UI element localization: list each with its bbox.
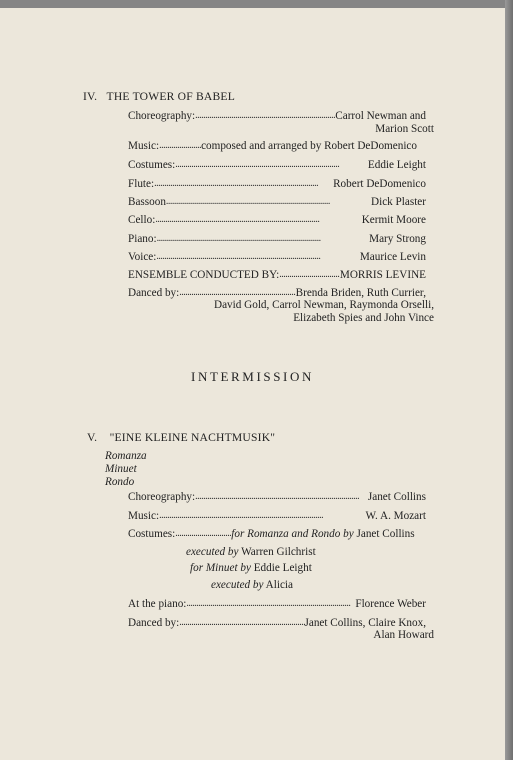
section-iv-heading: [83, 90, 235, 104]
credit-label: Cello:: [128, 214, 156, 226]
credit-value: Mary Strong: [369, 233, 426, 245]
section-numeral: IV.: [83, 90, 98, 103]
dot-leader: [155, 213, 361, 227]
credit-value-continued: Marion Scott: [375, 123, 434, 135]
section-numeral: V.: [87, 431, 98, 444]
minuet-costume-line: for Minuet by Eddie Leight: [190, 562, 312, 574]
dot-leader: [175, 158, 368, 172]
credit-label: Danced by:: [128, 287, 180, 299]
credit-value: Florence Weber: [355, 598, 426, 610]
credit-label: Music:: [128, 140, 160, 152]
credit-value-continued: David Gold, Carrol Newman, Raymonda Orselli,: [214, 299, 434, 311]
movement-romanza: Romanza: [105, 450, 147, 462]
credit-label: At the piano:: [128, 598, 187, 610]
dot-leader: [157, 232, 370, 246]
credit-value: Robert DeDomenico: [333, 178, 426, 190]
credit-music: [128, 139, 426, 153]
credit-value-continued: Alan Howard: [373, 629, 434, 641]
credit-value: Brenda Briden, Ruth Currier,: [295, 287, 426, 299]
credit-value: Maurice Levin: [359, 251, 426, 263]
dot-leader: [159, 509, 365, 523]
credit-value: MORRIS LEVINE: [339, 269, 426, 281]
movement-minuet: Minuet: [105, 463, 137, 475]
credit-label: Flute:: [128, 178, 155, 190]
credit-piano: [128, 232, 426, 246]
dot-leader: [279, 268, 340, 282]
dot-leader: [195, 109, 335, 123]
intermission-heading: INTERMISSION: [191, 369, 314, 384]
section-title: THE TOWER OF BABEL: [106, 90, 235, 103]
credit-value: Eddie Leight: [367, 159, 426, 171]
credit-label: Piano:: [128, 233, 157, 245]
credit-value: for Romanza and Rondo by Janet Collins: [231, 528, 415, 540]
credit-label: Danced by:: [128, 617, 180, 629]
credit-value: Kermit Moore: [361, 214, 426, 226]
credit-label: Costumes:: [128, 528, 176, 540]
credit-value-continued: Elizabeth Spies and John Vince: [293, 312, 434, 324]
credit-value: Janet Collins: [367, 491, 426, 503]
dot-leader: [156, 250, 359, 264]
credit-costumes: [128, 158, 426, 172]
credit-voice: [128, 250, 426, 264]
credit-value: Dick Plaster: [371, 196, 426, 208]
dot-leader: [186, 597, 355, 611]
credit-piano: [128, 597, 426, 611]
credit-cello: [128, 213, 426, 227]
movement-rondo: Rondo: [105, 476, 135, 488]
section-v-heading: [87, 431, 275, 445]
dot-leader: [154, 177, 333, 191]
credit-label: Costumes:: [128, 159, 176, 171]
credit-label: Choreography:: [128, 110, 196, 122]
credit-label: Music:: [128, 510, 160, 522]
credit-choreography: [128, 109, 426, 123]
credit-label: ENSEMBLE CONDUCTED BY:: [128, 269, 280, 281]
dot-leader: [159, 139, 201, 153]
dot-leader: [166, 195, 371, 209]
credit-bassoon: [128, 195, 426, 209]
section-title: "EINE KLEINE NACHTMUSIK": [109, 431, 276, 444]
credit-label: Choreography:: [128, 491, 196, 503]
credit-flute: [128, 177, 426, 191]
credit-music: [128, 509, 426, 523]
executed-line: executed by Warren Gilchrist: [186, 546, 316, 558]
credit-value: composed and arranged by Robert DeDomenico: [201, 140, 417, 152]
dot-leader: [195, 490, 368, 504]
credit-choreography: [128, 490, 426, 504]
executed-line: executed by Alicia: [211, 579, 294, 591]
dot-leader: [179, 616, 304, 630]
credit-label: Bassoon: [128, 196, 166, 208]
credit-value: Janet Collins, Claire Knox,: [304, 617, 426, 629]
credit-label: Voice:: [128, 251, 157, 263]
dot-leader: [175, 527, 231, 541]
scan-top-edge: [0, 0, 513, 8]
credit-ensemble: [128, 268, 426, 282]
credit-costumes: [128, 527, 426, 541]
credit-value: Carrol Newman and: [335, 110, 426, 122]
credit-value: W. A. Mozart: [365, 510, 426, 522]
scan-right-edge: [505, 0, 513, 760]
